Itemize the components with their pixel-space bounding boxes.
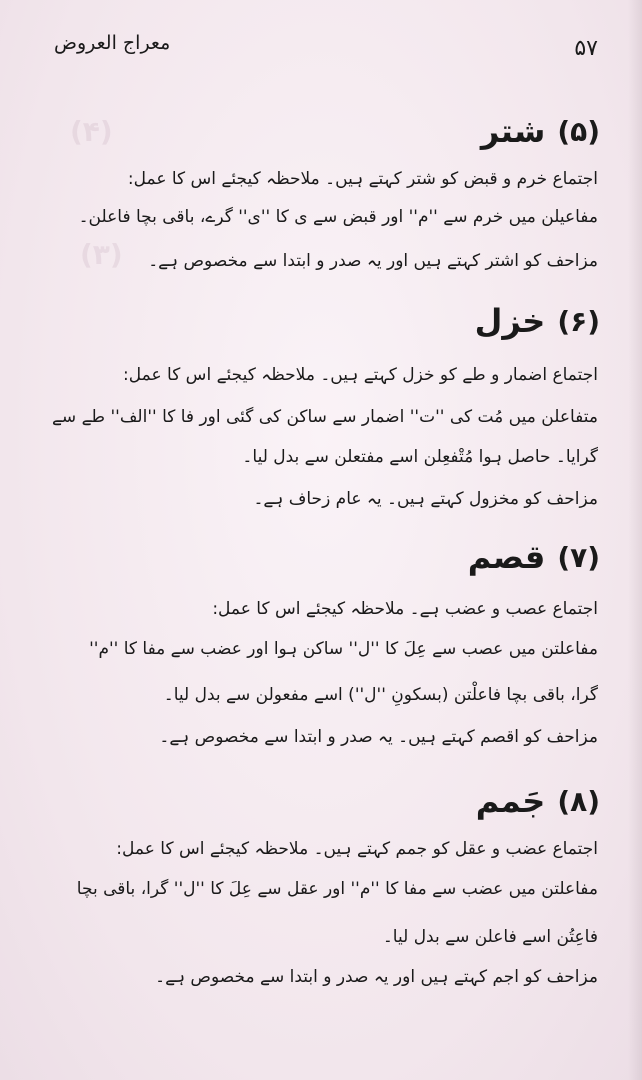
section-title: خزل bbox=[474, 302, 546, 340]
text-line: گرا، باقی بچا فاعلْتن (بسکونِ ''ل'') اسے مفعولن سے بدل لیا۔ bbox=[163, 685, 598, 705]
text-line: گرایا۔ حاصل ہوا مُتْفعِلن اسے مفتعلن سے بدل لیا۔ bbox=[242, 447, 598, 467]
text-line: اجتماع خرم و قبض کو شتر کہتے ہیں۔ ملاحظہ کیجئے اس کا عمل: bbox=[127, 169, 598, 189]
text-line: اجتماع عصب و عضب ہے۔ ملاحظہ کیجئے اس کا عمل: bbox=[212, 599, 598, 619]
text-line: فاعِتُن اسے فاعلن سے بدل لیا۔ bbox=[382, 927, 598, 947]
bleed-through-mark: (۳) bbox=[80, 238, 123, 271]
page-edge-shadow bbox=[628, 0, 642, 1080]
text-line: مزاحف کو مخزول کہتے ہیں۔ یہ عام زحاف ہے۔ bbox=[253, 489, 598, 509]
book-title: معراج العروض bbox=[54, 32, 171, 54]
section-number: (۵) bbox=[557, 114, 600, 148]
section-heading bbox=[468, 538, 600, 576]
section-heading bbox=[475, 302, 600, 340]
page-number: ۵۷ bbox=[574, 36, 598, 61]
text-line: متفاعلن میں مُت کی ''ت'' اضمار سے ساکن کی گئی اور فا کا ''الف'' طے سے bbox=[51, 407, 598, 427]
text-line: مزاحف کو اجم کہتے ہیں اور یہ صدر و ابتدا سے مخصوص ہے۔ bbox=[155, 967, 598, 987]
section-heading bbox=[481, 112, 600, 150]
text-line: مزاحف کو اشتر کہتے ہیں اور یہ صدر و ابتدا سے مخصوص ہے۔ bbox=[148, 251, 598, 271]
section-number: (۶) bbox=[557, 304, 600, 338]
text-line: اجتماع اضمار و طے کو خزل کہتے ہیں۔ ملاحظہ کیجئے اس کا عمل: bbox=[123, 365, 598, 385]
section-number: (۸) bbox=[557, 784, 600, 818]
text-line: مفاعلتن میں عصب سے عِلَ کا ''ل'' ساکن ہوا اور عضب سے مفا کا ''م'' bbox=[89, 639, 598, 659]
text-line: مزاحف کو اقصم کہتے ہیں۔ یہ صدر و ابتدا سے مخصوص ہے۔ bbox=[159, 727, 598, 747]
section-number: (۷) bbox=[557, 540, 600, 574]
section-heading bbox=[476, 782, 600, 820]
section-title: جَمم bbox=[475, 782, 546, 820]
section-title: قصم bbox=[467, 538, 546, 576]
bleed-through-mark: (۴) bbox=[70, 115, 113, 148]
text-line: مفاعلتن میں عضب سے مفا کا ''م'' اور عقل سے عِلَ کا ''ل'' گرا، باقی بچا bbox=[76, 879, 598, 899]
text-line: اجتماع عضب و عقل کو جمم کہتے ہیں۔ ملاحظہ کیجئے اس کا عمل: bbox=[116, 839, 598, 859]
section-title: شتر bbox=[480, 112, 546, 150]
text-line: مفاعیلن میں خرم سے ''م'' اور قبض سے ی کا ''ی'' گرے، باقی بچا فاعلن۔ bbox=[78, 207, 598, 227]
